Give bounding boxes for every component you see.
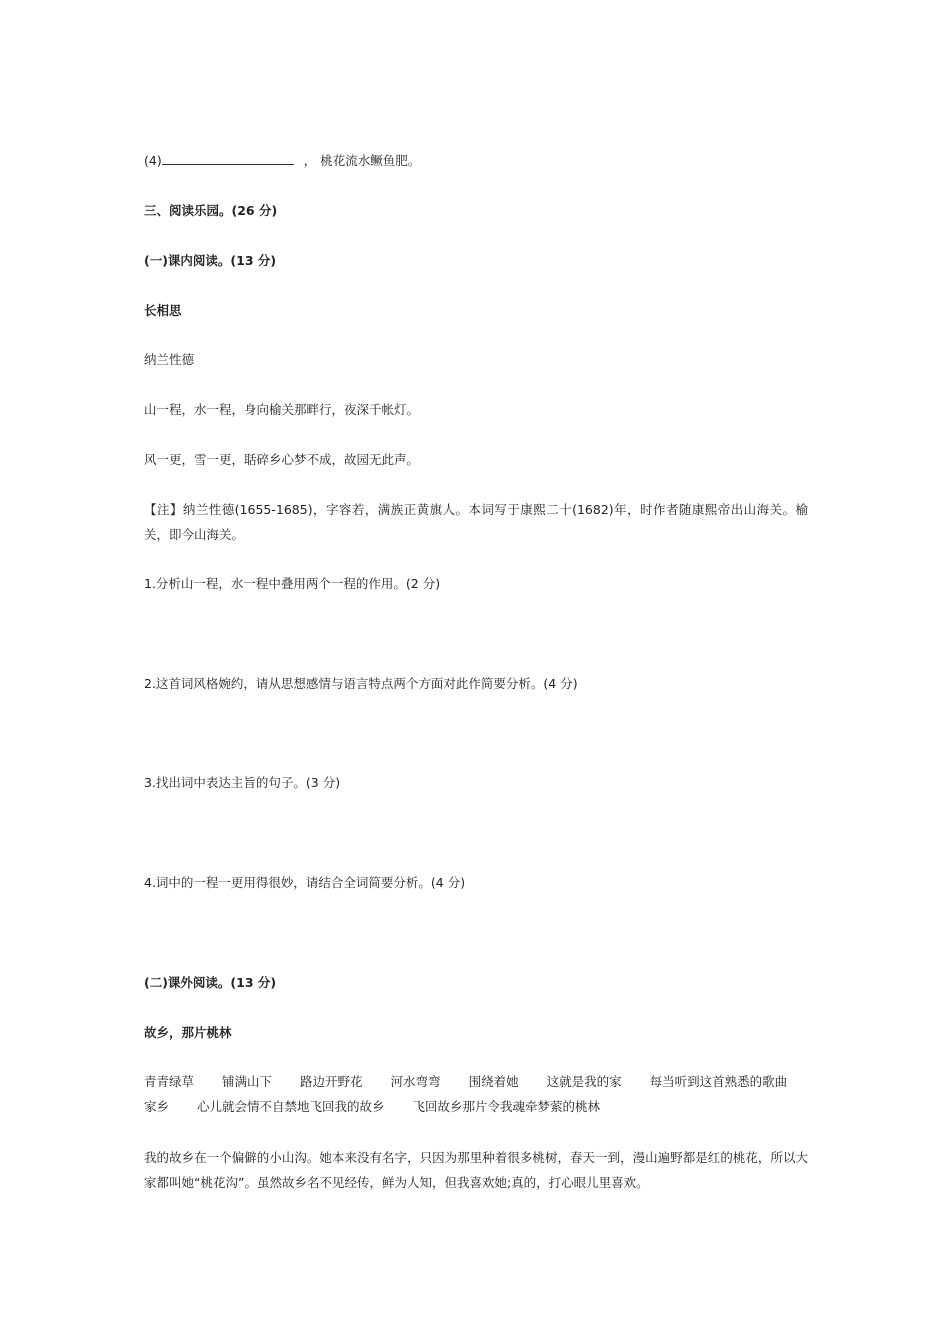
- question-3: 3.找出词中表达主旨的句子。(3 分): [144, 775, 341, 790]
- poem-title: 长相思: [144, 303, 182, 318]
- part1-heading: (一)课内阅读。(13 分): [144, 253, 277, 268]
- lyric-phrase: 这就是我的家: [546, 1074, 622, 1089]
- part2-heading: (二)课外阅读。(13 分): [144, 975, 277, 990]
- article-paragraph-1: 我的故乡在一个偏僻的小山沟。她本来没有名字，只因为那里种着很多桃树，春天一到，漫山遍野都是红的桃花，所以大家都叫她“桃花沟”。虽然故乡名不见经传，鲜为人知，但我喜欢她;真的，打心眼儿里喜欢。: [144, 1150, 808, 1190]
- lyric-phrase: 路边开野花: [300, 1074, 363, 1089]
- lyric-phrase: 飞回故乡那片令我魂牵梦萦的桃林: [412, 1099, 601, 1114]
- fill-blank-question: [144, 152, 420, 170]
- lyric-phrase: 河水弯弯: [390, 1074, 441, 1089]
- poem-line-1: 山一程，水一程，身向榆关那畔行，夜深千帐灯。: [144, 402, 420, 417]
- song-lyrics-line-1: [144, 1073, 787, 1091]
- fill-blank-prefix: (4): [144, 153, 162, 168]
- fill-blank-suffix: ， 桃花流水鳜鱼肥。: [303, 153, 421, 168]
- poem-line-2: 风一更，雪一更，聒碎乡心梦不成，故园无此声。: [144, 452, 420, 467]
- poem-author: 纳兰性德: [144, 352, 195, 367]
- song-lyrics-line-2: [144, 1098, 600, 1116]
- lyric-phrase: 心儿就会情不自禁地飞回我的故乡: [197, 1099, 385, 1114]
- question-4: 4.词中的一程一更用得很妙，请结合全词简要分析。(4 分): [144, 875, 466, 890]
- lyric-phrase: 铺满山下: [222, 1074, 273, 1089]
- lyric-phrase: 每当听到这首熟悉的歌曲: [649, 1074, 788, 1089]
- article-title: 故乡，那片桃林: [144, 1025, 232, 1040]
- lyric-phrase: 青青绿草: [144, 1074, 195, 1089]
- lyric-phrase: 家乡: [144, 1099, 170, 1114]
- lyric-phrase: 围绕着她: [468, 1074, 519, 1089]
- question-1: 1.分析山一程，水一程中叠用两个一程的作用。(2 分): [144, 576, 441, 591]
- poem-note: 【注】纳兰性德(1655-1685)，字容若，满族正黄旗人。本词写于康熙二十(1682)年，时作者随康熙帝出山海关。榆关，即今山海关。: [144, 502, 808, 542]
- answer-blank[interactable]: [162, 152, 294, 165]
- question-2: 2.这首词风格婉约，请从思想感情与语言特点两个方面对此作简要分析。(4 分): [144, 676, 578, 691]
- section-heading: 三、阅读乐园。(26 分): [144, 203, 278, 218]
